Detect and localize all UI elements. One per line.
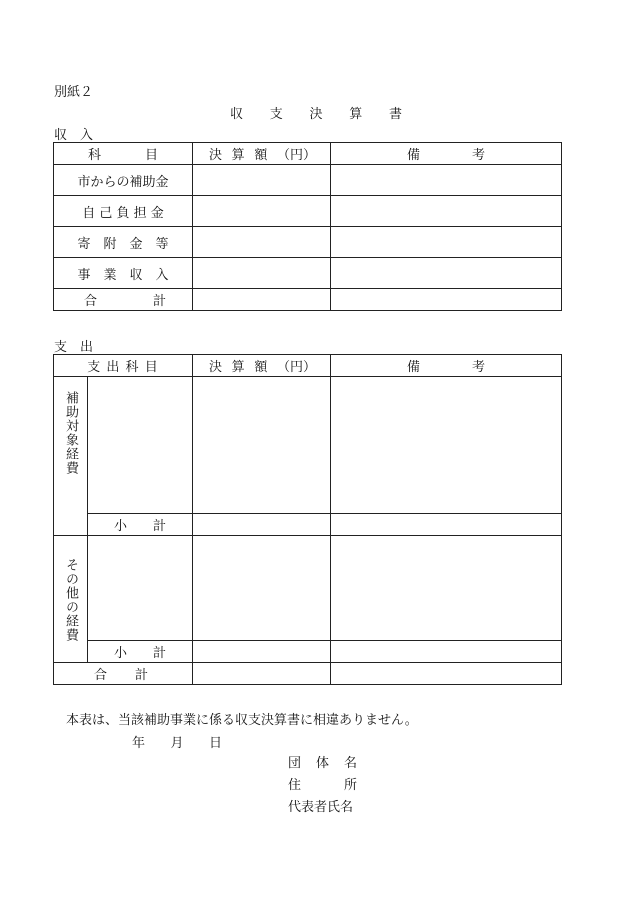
income-remarks-cell[interactable] (331, 258, 562, 289)
title-char: 支 (269, 107, 283, 122)
header-char: 備 (407, 360, 421, 375)
income-amount-cell[interactable] (193, 165, 331, 196)
org-name-label: 団 体 名 (288, 756, 359, 771)
expense-total-amount[interactable] (193, 663, 331, 685)
income-row (54, 165, 562, 196)
total-char: 計 (134, 668, 148, 683)
header-char: 目 (144, 148, 158, 163)
header-char: 決 (209, 148, 223, 163)
expense-group2-body (54, 536, 562, 641)
income-item-label: 寄 附 金 等 (54, 227, 193, 258)
income-amount-cell[interactable] (193, 227, 331, 258)
subtotal-char: 計 (152, 519, 166, 534)
certification-statement: 本表は、当該補助事業に係る収支決算書に相違ありません。 (66, 713, 418, 728)
expense-header-row (54, 355, 562, 377)
date-year-char: 年 (132, 736, 146, 751)
title-char: 決 (309, 107, 323, 122)
subtotal-char: 小 (114, 519, 128, 534)
representative-label: 代表者氏名 (288, 800, 354, 815)
expense-remarks-cell[interactable] (331, 536, 562, 641)
income-total-row (54, 289, 562, 311)
document-title (230, 103, 402, 122)
expense-amount-cell[interactable] (193, 377, 331, 514)
expense-total-row (54, 663, 562, 685)
header-char: 科 (88, 148, 102, 163)
header-char: （円） (276, 148, 316, 163)
income-amount-cell[interactable] (193, 196, 331, 227)
income-row (54, 227, 562, 258)
expense-subtotal-row (54, 641, 562, 663)
expense-item-cell[interactable] (88, 377, 193, 514)
expense-header-amount (193, 355, 331, 377)
income-total-label (54, 289, 193, 311)
expense-section-label: 支 出 (54, 340, 94, 355)
date-month-char: 月 (170, 736, 184, 751)
header-char: 算 (231, 148, 245, 163)
expense-subtotal-row (54, 514, 562, 536)
title-char: 書 (388, 107, 402, 122)
group-label-text: 補助対象経費 (63, 391, 78, 475)
total-char: 計 (152, 294, 166, 309)
income-table (53, 142, 562, 311)
expense-remarks-cell[interactable] (331, 377, 562, 514)
header-char: 備 (407, 148, 421, 163)
total-char: 合 (84, 294, 98, 309)
expense-group2-label (54, 536, 88, 663)
title-char: 算 (349, 107, 363, 122)
header-char: 考 (471, 360, 485, 375)
income-total-remarks[interactable] (331, 289, 562, 311)
group-label-text: その他の経費 (63, 558, 78, 642)
header-char: 額 (254, 360, 268, 375)
header-char: 算 (231, 360, 245, 375)
income-remarks-cell[interactable] (331, 196, 562, 227)
expense-subtotal-label (88, 641, 193, 663)
expense-subtotal-remarks[interactable] (331, 514, 562, 536)
total-char: 合 (94, 668, 108, 683)
expense-header-remarks (331, 355, 562, 377)
income-remarks-cell[interactable] (331, 227, 562, 258)
income-remarks-cell[interactable] (331, 165, 562, 196)
income-row (54, 258, 562, 289)
expense-total-label (54, 663, 193, 685)
subtotal-char: 計 (152, 646, 166, 661)
expense-amount-cell[interactable] (193, 536, 331, 641)
address-label: 住 所 (288, 778, 359, 793)
expense-group1-body (54, 377, 562, 514)
header-char: 考 (471, 148, 485, 163)
header-char: 額 (254, 148, 268, 163)
expense-subtotal-amount[interactable] (193, 641, 331, 663)
expense-item-cell[interactable] (88, 536, 193, 641)
income-row (54, 196, 562, 227)
expense-header-item: 支 出 科 目 (54, 355, 193, 377)
expense-subtotal-remarks[interactable] (331, 641, 562, 663)
expense-subtotal-label (88, 514, 193, 536)
title-char: 収 (230, 107, 244, 122)
expense-subtotal-amount[interactable] (193, 514, 331, 536)
expense-total-remarks[interactable] (331, 663, 562, 685)
income-header-item (54, 143, 193, 165)
income-amount-cell[interactable] (193, 258, 331, 289)
income-header-remarks (331, 143, 562, 165)
subtotal-char: 小 (114, 646, 128, 661)
date-line (132, 732, 222, 751)
header-char: （円） (276, 360, 316, 375)
income-item-label: 自 己 負 担 金 (54, 196, 193, 227)
income-total-amount[interactable] (193, 289, 331, 311)
expense-table (53, 354, 562, 685)
income-item-label: 事 業 収 入 (54, 258, 193, 289)
header-char: 決 (209, 360, 223, 375)
income-item-label: 市からの補助金 (54, 165, 193, 196)
income-header-amount (193, 143, 331, 165)
date-day-char: 日 (208, 736, 222, 751)
income-header-row (54, 143, 562, 165)
attachment-label: 別紙２ (54, 85, 94, 100)
income-section-label: 収 入 (54, 128, 94, 143)
expense-group1-label (54, 377, 88, 536)
